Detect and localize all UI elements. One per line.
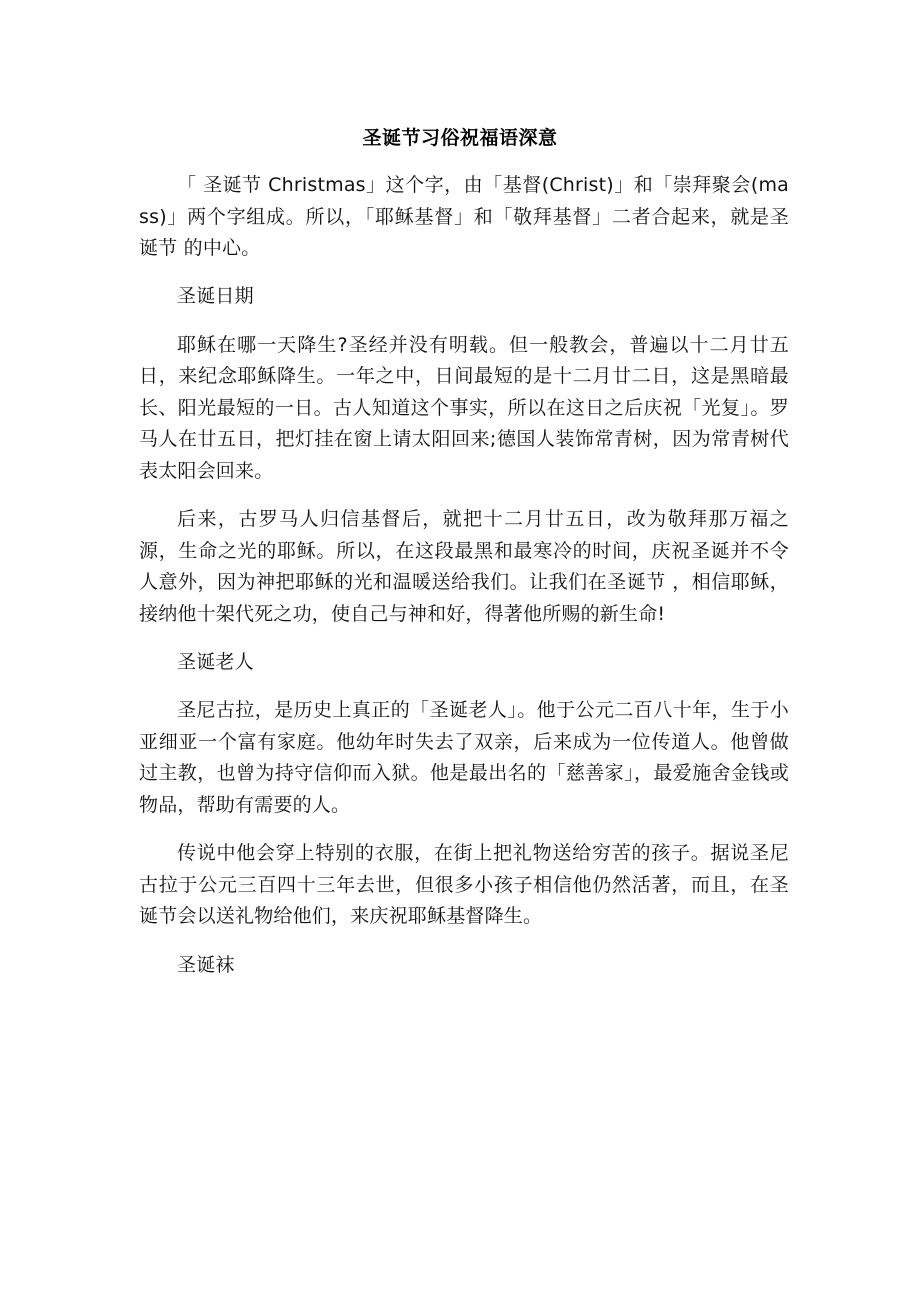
section-heading-date: 圣诞日期 xyxy=(177,285,254,308)
section-heading-santa: 圣诞老人 xyxy=(177,651,254,674)
paragraph-legend-gifts: 传说中他会穿上特别的衣服，在街上把礼物送给穷苦的孩子。据说圣尼古拉于公元三百四十三年去世，但很多小孩子相信他仍然活著，而且，在圣诞节会以送礼物给他们，来庆祝耶稣基督降生。 xyxy=(139,842,789,928)
paragraph-christmas-meaning: 「 圣诞节 Christmas」这个字，由「基督(Christ)」和「崇拜聚会(mass)」两个字组成。所以，「耶稣基督」和「敬拜基督」二者合起来，就是圣诞节 的中心。 xyxy=(139,174,789,260)
section-heading-stocking: 圣诞袜 xyxy=(177,953,235,976)
paragraph-light-of-life: 后来，古罗马人归信基督后，就把十二月廿五日，改为敬拜那万福之源，生命之光的耶稣。所以，在这段最黑和最寒冷的时间，庆祝圣诞并不令人意外，因为神把耶稣的光和温暖送给我们。让我们在圣诞节 ，相信耶稣，接纳他十架代死之功，使自己与神和好，得著他所赐的新生命! xyxy=(139,508,789,625)
paragraph-saint-nicholas: 圣尼古拉，是历史上真正的「圣诞老人」。他于公元二百八十年，生于小亚细亚一个富有家庭。他幼年时失去了双亲，后来成为一位传道人。他曾做过主教，也曾为持守信仰而入狱。他是最出名的「慈善家」，最爱施舍金钱或物品，帮助有需要的人。 xyxy=(139,699,789,817)
paragraph-christmas-date: 耶稣在哪一天降生?圣经并没有明载。但一般教会，普遍以十二月廿五日，来纪念耶稣降生。一年之中，日间最短的是十二月廿二日，这是黑暗最长、阳光最短的一日。古人知道这个事实，所以在这日之后庆祝「光复」。罗马人在廿五日，把灯挂在窗上请太阳回来;德国人装饰常青树，因为常青树代表太阳会回来。 xyxy=(139,333,789,482)
document-title: 圣诞节习俗祝福语深意 xyxy=(362,127,558,149)
document-body xyxy=(139,170,789,998)
